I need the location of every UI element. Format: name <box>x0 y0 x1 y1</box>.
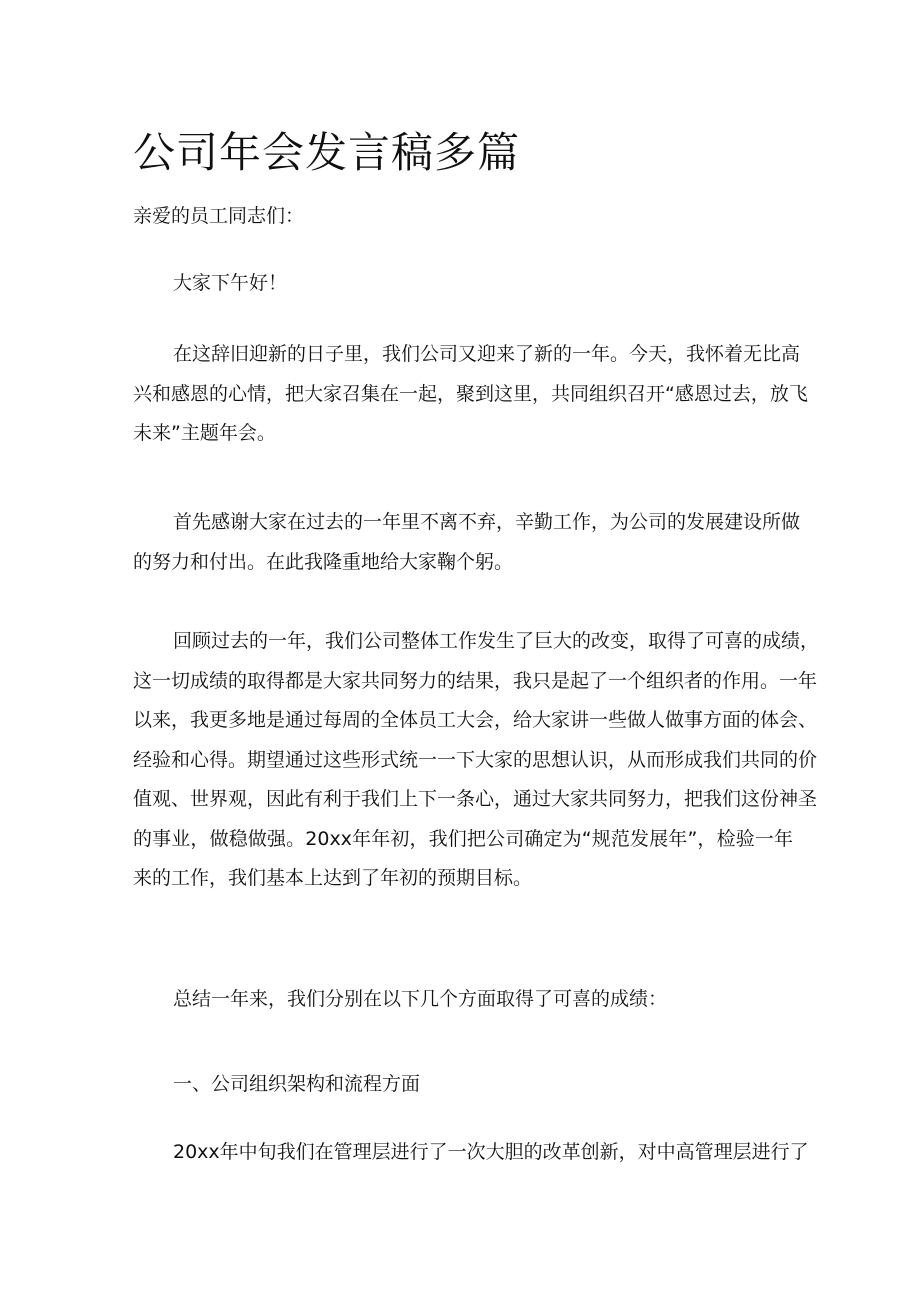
summary-paragraph <box>133 980 793 1020</box>
paragraph-2 <box>133 503 801 582</box>
paragraph-line: 经验和心得。期望通过这些形式统一一下大家的思想认识，从而形成我们共同的价 <box>133 748 818 771</box>
paragraph-4 <box>133 1133 809 1173</box>
document-title: 公司年会发言稿多篇 <box>133 128 521 177</box>
summary-text: 总结一年来，我们分别在以下几个方面取得了可喜的成绩： <box>173 988 668 1010</box>
salutation-text: 亲爱的员工同志们： <box>133 205 305 227</box>
paragraph-line: 的努力和付出。在此我隆重地给大家鞠个躬。 <box>133 550 514 573</box>
paragraph-line: 在这辞旧迎新的日子里，我们公司又迎来了新的一年。今天，我怀着无比高 <box>173 343 801 365</box>
paragraph-line: 来的工作，我们基本上达到了年初的预期目标。 <box>133 867 533 889</box>
paragraph-line: 这一切成绩的取得都是大家共同努力的结果，我只是起了一个组织者的作用。一年 <box>133 669 818 692</box>
paragraph-line: 值观、世界观，因此有利于我们上下一条心，通过大家共同努力，把我们这份神圣 <box>133 788 818 810</box>
paragraph-1 <box>133 335 808 454</box>
paragraph-line: 20xx年中旬我们在管理层进行了一次大胆的改革创新，对中高管理层进行了 <box>173 1141 809 1163</box>
greeting-text: 大家下午好！ <box>173 272 288 294</box>
paragraph-3 <box>133 622 820 899</box>
section-heading <box>133 1065 793 1105</box>
paragraph-line: 兴和感恩的心情，把大家召集在一起，聚到这里，共同组织召开“感恩过去，放飞 <box>133 382 808 405</box>
paragraph-line: 首先感谢大家在过去的一年里不离不弃，辛勤工作，为公司的发展建设所做 <box>173 511 801 533</box>
paragraph-line: 以来，我更多地是通过每周的全体员工大会，给大家讲一些做人做事方面的体会、 <box>133 709 818 731</box>
greeting <box>133 264 793 304</box>
salutation <box>133 197 793 237</box>
paragraph-line: 的事业，做稳做强。20xx年年初，我们把公司确定为“规范发展年”，检验一年 <box>133 827 793 850</box>
paragraph-line: 回顾过去的一年，我们公司整体工作发生了巨大的改变，取得了可喜的成绩， <box>173 630 820 652</box>
paragraph-line: 未来”主题年会。 <box>133 422 276 444</box>
section-heading-text: 一、公司组织架构和流程方面 <box>173 1073 421 1095</box>
